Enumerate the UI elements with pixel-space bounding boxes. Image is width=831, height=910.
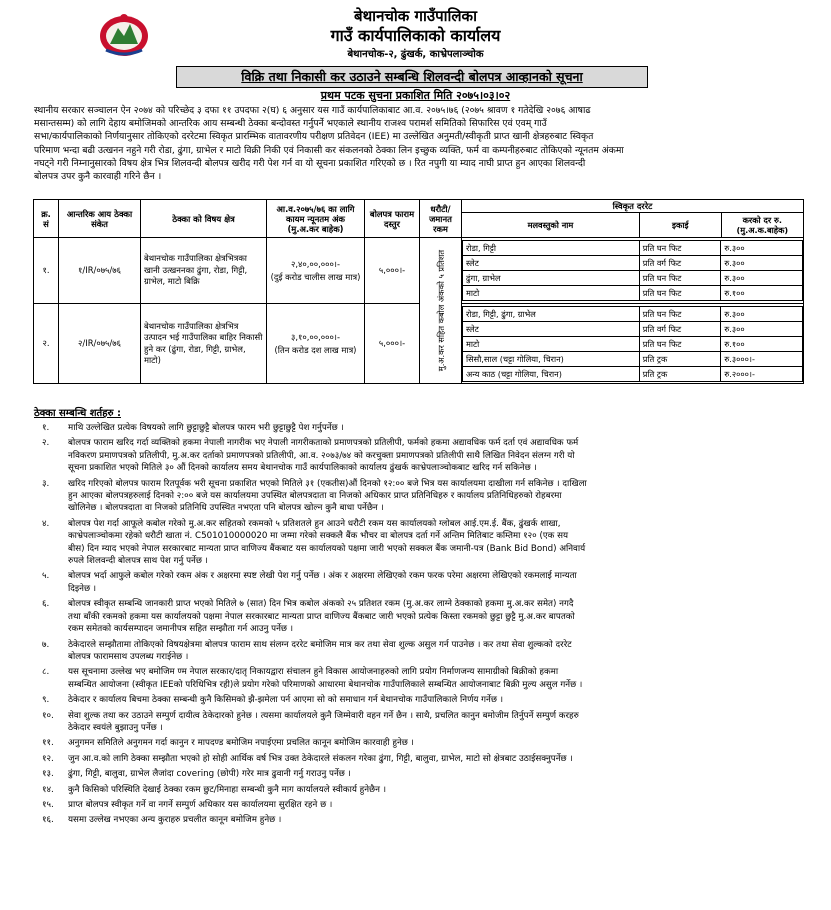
rate-value: रु.१०० bbox=[721, 337, 803, 352]
header-form-fee: बोलपत्र फाराम दस्तुर bbox=[365, 200, 420, 238]
rate-unit: प्रति घन फिट bbox=[639, 241, 721, 256]
tender-table bbox=[33, 199, 804, 384]
term-line: ठेकेदारले सम्झौतामा तोकिएको विषयक्षेत्रमा बोलपत्र फाराम साथ संलग्न दररेट बमोजिम मात्र कर तथा सेवा शुल्क असुल गर्न पाउनेछ । कर तथा सेवा शुल्कको दररेट bbox=[68, 639, 572, 650]
term-line: ठेकेदार स्वयंले बुझाउनु पर्नेछ । bbox=[68, 722, 163, 733]
rate-material: रोडा, गिट्टी, ढुंगा, ग्राभेल bbox=[463, 307, 640, 322]
rate-value: रु.३०० bbox=[721, 307, 803, 322]
term-number: १५. bbox=[42, 799, 54, 810]
row-subject: बेथानचोक गाउँपालिका क्षेत्रभित्र उत्पादन भई गाउँपालिका बाहिर निकासी हुने कर (ढुंगा, रोडा, गिट्टी, ग्राभेल, माटो) bbox=[141, 304, 267, 384]
row-code: १/IR/०७५/७६ bbox=[59, 238, 141, 304]
rate-cell bbox=[462, 238, 804, 304]
header-subject: ठेक्का को विषय क्षेत्र bbox=[141, 200, 267, 238]
term-line: अनुगमन समितिले अनुगमन गर्दा कानुन र मापदण्ड बमोजिम नपाईएमा प्रचलित कानून बमोजिम कारवाही हुनेछ । bbox=[68, 738, 414, 749]
term-item bbox=[34, 814, 804, 826]
term-item bbox=[34, 639, 804, 664]
rate-material: माटो bbox=[463, 337, 640, 352]
rate-material: सिसौ,साल (चट्टा गोलिया, चिरान) bbox=[463, 352, 640, 367]
intro-line: सभा/कार्यपालिकाको निर्णयानुसार तोकिएको दररेटमा स्विकृत प्रारम्भिक वातावरणीय परीक्षण प्रतिवेदन (IEE) मा उल्लेखित अनुमती/स्वीकृती प्राप्त खानी क्षेत्रहरुबाट स्विकृत bbox=[34, 131, 594, 143]
rate-unit: प्रति घन फिट bbox=[639, 271, 721, 286]
rate-unit: प्रति वर्ग फिट bbox=[639, 256, 721, 271]
term-line: बोलपत्र पेश गर्दा आफूले कबोल गरेको मु.अ.कर सहितको रकमको ५ प्रतिशतले हुन आउने धरौटी रकम यस कार्यालयको ग्लोबल आई.एम.ई. बैंक, ढुंखर्क शाखा, bbox=[68, 518, 561, 529]
row-amount-words: (तिन करोड दश लाख मात्र) bbox=[274, 344, 357, 355]
header-rate bbox=[462, 200, 804, 238]
rate-unit: प्रति ट्रक bbox=[639, 367, 721, 382]
office-address: बेथानचोक-२, ढुंखर्क, काभ्रेपलाञ्चोक bbox=[347, 49, 484, 60]
rate-row bbox=[463, 271, 803, 286]
term-item bbox=[34, 422, 804, 434]
header-material: मलवस्तुको नाम bbox=[462, 213, 639, 237]
term-item bbox=[34, 598, 804, 635]
header-code: आन्तरिक आय ठेक्का संकेत bbox=[59, 200, 141, 238]
term-line: यसमा उल्लेख नभएका अन्य कुराहरु प्रचलीत कानून बमोजिम हुनेछ । bbox=[68, 815, 282, 826]
term-line: बोलपत्र फारामसाथ उपलब्ध गराईनेछ । bbox=[68, 651, 189, 662]
row-code: २/IR/०७५/७६ bbox=[59, 304, 141, 384]
rate-material: अन्य काठ (चट्टा गोलिया, चिरान) bbox=[463, 367, 640, 382]
rate-unit: प्रति ट्रक bbox=[639, 352, 721, 367]
intro-line: मसान्तसम्म) को लागि देहाय बमोजिमको आन्तरिक आय सम्बन्धी ठेक्का बन्दोवस्त गर्नुपर्ने भएकाले स्थानीय राजश्व परामर्श समितिको सिफारिस एवं एवम् गाउँ bbox=[34, 118, 547, 130]
intro-line: स्थानीय सरकार सञ्चालन ऐन २०७४ को परिच्छेद ३ दफा ११ उपदफा २(घ) ६ अनुसार यस गाउँ कार्यपालिकाबाट आ.व. २०७५।७६ (२०७५ श्रावण १ गतेदेखि २०७६ आषाढ bbox=[34, 105, 591, 116]
term-line: जुन आ.व.को लागि ठेक्का सम्झौता भएको हो सोही आर्थिक वर्ष भित्र उक्त ठेकेदारले संकलन गरेका ढुंगा, गिट्टी, बालुवा, ग्राभेल, माटो सो क्षेत्रबाट उठाईसक्नुपर्नेछ । bbox=[68, 753, 573, 764]
header-rate-title: स्विकृत दररेट bbox=[462, 200, 803, 213]
intro-paragraph bbox=[34, 104, 802, 183]
header bbox=[0, 2, 831, 64]
term-line: काभ्रेपलाञ्चोकमा रहेको धरौटी खाता नं. C501010000020 मा जम्मा गरेको सक्कलै बैंक भौचर वा बोलपत्र दर्ता गर्ने अन्तिम मितिबाट कम्तिमा १२० (एक सय bbox=[68, 531, 568, 542]
rate-material: स्लेट bbox=[463, 322, 640, 337]
term-number: ६. bbox=[42, 599, 50, 610]
term-line: नविकरण प्रमाणपत्रको प्रतिलीपी, मु.अ.कर दर्ताको प्रमाणपत्रको प्रतिलीपी, आ.व. २०७३/७४ को करचुक्ता प्रमाणपत्रको प्रतिलीपी साथै लिखित निवेदन संलग्न गरी यो bbox=[68, 450, 575, 461]
rate-value: रु.३०० bbox=[721, 256, 803, 271]
term-number: १. bbox=[42, 423, 50, 433]
term-number: ४. bbox=[42, 518, 50, 529]
term-item bbox=[34, 799, 804, 811]
terms-title: ठेक्का सम्बन्धि शर्तहरु : bbox=[34, 408, 121, 419]
term-line: प्राप्त बोलपत्र स्वीकृत गर्ने वा नगर्ने सम्पुर्ण अधिकार यस कार्यालयमा सुरक्षित रहने छ । bbox=[68, 799, 333, 810]
term-line: माथि उल्लेखित प्रत्येक विषयको लागि छुट्टाछुट्टै बोलपत्र फारम भरी छुट्टाछुट्टै पेश गर्नुपर्नेछ । bbox=[68, 423, 344, 433]
rate-row bbox=[463, 352, 803, 367]
term-item bbox=[34, 518, 804, 568]
term-number: १०. bbox=[42, 710, 54, 721]
row-sn: २. bbox=[34, 304, 59, 384]
term-line: खोलिनेछ । बोलपत्रदाता वा निजको प्रतिनिधि उपस्थित नभएता पनि बोलपत्र खोल्न कुनै बाधा पर्नेछैन । bbox=[68, 503, 384, 514]
term-line: रुपले शिलवन्दी बोलपत्र साथ पेश गर्नु पर्नेछ । bbox=[68, 556, 208, 567]
rate-value: रु.१०० bbox=[721, 286, 803, 301]
rate-cell bbox=[462, 304, 804, 384]
term-line: हुन आएका बोलपत्रहरुलाई दिनको २:०० बजे यस कार्यालयमा उपस्थित बोलपत्रदाता वा निजको अधिकार प्राप्त प्रतिनिधिहरु र कार्यालय प्रतिनिधिहरुको रोहबरमा bbox=[68, 491, 562, 502]
header-tax-rate: करको दर रु. (मु.अ.क.बाहेक) bbox=[736, 215, 789, 235]
rate-unit: प्रति वर्ग फिट bbox=[639, 322, 721, 337]
notice-title: विक्रि तथा निकासी कर उठाउने सम्बन्धि शिलवन्दी बोलपत्र आव्हानको सूचना bbox=[176, 66, 648, 88]
intro-line: नघट्ने गरी निम्नानुसारको विषय क्षेत्र भित्र शिलवन्दी बोलपत्र खरीद गरी पेश गर्न वा यो सूचना प्रकाशित गरिएको छ । रित नपुगी या म्याद नाघी प्राप्त हुन आएका शिलवन्दी bbox=[34, 157, 586, 169]
term-line: दिइनेछ । bbox=[68, 583, 97, 594]
term-number: २. bbox=[42, 438, 50, 449]
table-row bbox=[34, 304, 804, 384]
row-subject: बेथानचोक गाउँपालिका क्षेत्रभित्रका खानी उत्खननका ढुंगा, रोडा, गिट्टी, ग्राभेल, माटो बिक्रि bbox=[141, 238, 267, 304]
term-line: सम्बन्धित आयोजना (स्वीकृत IEEको परिधिभित्र रही)ले प्रयोग गरेको परिमाणको आधारमा बेथानचोक गाउँपालिकाले सम्बन्धित आयोजनाबाट बिक्री मुल्य असुल गर्नेछ । bbox=[68, 679, 583, 690]
rate-unit: प्रति घन फिट bbox=[639, 307, 721, 322]
terms-list bbox=[34, 422, 804, 830]
term-line: सूचना प्रकाशित भएको मितिले ३० औं दिनको कार्यालय समय बेथानचोक गाउँ कार्यपालिकाको कार्यालय ढुंखर्क काभ्रेपलाञ्चोकबाट खरिद गर्न सकिनेछ । bbox=[68, 463, 537, 474]
header-min-amount: आ.व.२०७५/७६ का लागि कायम न्यूनतम अंक (मु.अ.कर बाहेक) bbox=[267, 200, 365, 238]
term-line: ढुंगा, गिट्टी, बालुवा, ग्राभेल लैजांदा covering (छोपी) गरेर मात्र ढुवानी गर्नु गराउनु पर्नेछ । bbox=[68, 769, 351, 780]
term-number: ७. bbox=[42, 639, 50, 650]
rate-list bbox=[462, 306, 803, 382]
term-line: बोलपत्र स्वीकृत सम्बन्धि जानकारी प्राप्त भएको मितिले ७ (सात) दिन भित्र कबोल अंकको २५ प्रतिशत रकम (मु.अ.कर लाग्ने ठेक्काको हकमा मु.अ.कर समेत) नगदै bbox=[68, 599, 574, 610]
row-fee: ५,०००।- bbox=[365, 304, 420, 384]
term-line: खरिद गरिएको बोलपत्र फाराम रितपूर्वक भरी सूचना प्रकाशित भएको मितिले ३१ (एकतीस)औं दिनको १२:०० बजे भित्र यस कार्यालयमा दाखीला गर्न सकिनेछ । दाखिला bbox=[68, 478, 587, 489]
rate-value: रु.३०० bbox=[721, 241, 803, 256]
term-number: १२. bbox=[42, 753, 54, 764]
term-number: ८. bbox=[42, 667, 50, 678]
term-number: ३. bbox=[42, 478, 50, 489]
header-deposit: धरौटी/ जमानत रकम bbox=[420, 200, 462, 238]
term-number: १३. bbox=[42, 769, 54, 780]
term-line: रकम समेतको कार्यसम्पादन जमानीपत्र सहित सम्झौता गर्न आउनु पर्नेछ । bbox=[68, 624, 294, 635]
rate-value: रु.३०० bbox=[721, 271, 803, 286]
term-item bbox=[34, 753, 804, 765]
rate-value: रु.२०००।- bbox=[721, 367, 803, 382]
rate-row bbox=[463, 286, 803, 301]
term-number: १६. bbox=[42, 815, 54, 826]
term-line: कुनै किसिको परिस्थिति देखाई ठेक्का रकम छुट/मिनाहा सम्बन्धी कुनै माग कार्यालयले स्वीकार्य हुनेछैन । bbox=[68, 784, 387, 795]
rate-unit: प्रति घन फिट bbox=[639, 286, 721, 301]
intro-line: बोलपत्र उपर कुनै कारवाही गरिने छैन । bbox=[34, 171, 162, 183]
term-line: यस सूचनामा उल्लेख भए बमोजिम ण्म नेपाल सरकार/दातृ निकायद्वारा संचालन हुने विकास आयोजनाहरुको लागि प्रयोग निर्माणजन्य सामाग्रीको बिक्रीको हकमा bbox=[68, 667, 559, 678]
row-amount bbox=[267, 304, 365, 384]
header-sn: क्र. सं bbox=[34, 200, 59, 238]
rate-material: ढुंगा, ग्राभेल bbox=[463, 271, 640, 286]
term-item bbox=[34, 710, 804, 735]
rate-value: रु.३०००।- bbox=[721, 352, 803, 367]
rate-row bbox=[463, 322, 803, 337]
rate-unit: प्रति घन फिट bbox=[639, 337, 721, 352]
table-row bbox=[34, 238, 804, 304]
term-item bbox=[34, 437, 804, 474]
term-item bbox=[34, 784, 804, 796]
term-item bbox=[34, 737, 804, 749]
deposit-cell bbox=[420, 238, 462, 384]
header-unit: इकाई bbox=[639, 213, 721, 237]
office-type: गाउँ कार्यपालिकाको कार्यालय bbox=[330, 26, 501, 45]
deposit-text: मु.अ.कर सहित कबोल अंकको ५ प्रतिशत bbox=[436, 249, 446, 372]
rate-row bbox=[463, 367, 803, 382]
term-number: ११. bbox=[42, 738, 54, 749]
term-line: बीस) दिन म्याद भएको नेपाल सरकारबाट मान्यता प्राप्त वाणिज्य बैंकबाट यस कार्यालयको पक्षमा जारी भएको सक्कल बैंक जमानी-पत्र (Bank Bid Bond) अनिवार्य bbox=[68, 543, 586, 554]
office-name: बेथानचोक गाउँपालिका bbox=[354, 7, 477, 25]
term-line: ठेकेदार र कार्यालय बिचमा ठेक्का सम्बन्धी कुनै किसिमको झै-झमेला पर्न आएमा सो को समाधान गर्न बेथानचोक गाउँपालिकाले निर्णय गर्नेछ । bbox=[68, 695, 504, 706]
row-sn: १. bbox=[34, 238, 59, 304]
table-header-row bbox=[34, 200, 804, 238]
rate-row bbox=[463, 256, 803, 271]
term-item bbox=[34, 478, 804, 515]
rate-list bbox=[462, 240, 803, 301]
term-line: बोलपत्र फाराम खरिद गर्दा व्यक्तिको हकमा नेपाली नागरीक भए नेपाली नागरीकताको प्रमाणपत्रको प्रतिलीपी, फर्मको हकमा अद्यावधिक फर्म दर्ता एवं अद्यावधिक फर्म bbox=[68, 438, 579, 449]
term-number: १४. bbox=[42, 784, 54, 795]
row-amount-figure: ३,१०,००,०००।- bbox=[290, 331, 341, 342]
term-item bbox=[34, 570, 804, 595]
term-line: तथा बाँकी रकमको हकमा यस कार्यालयको पक्षमा नेपाल सरकारबाट मान्यता प्राप्त वाणिज्य बैंकबाट जारी भएको प्रत्येक किस्ता रकमको छुट्टा छुट्टै मु.अ.कर बापतको bbox=[68, 611, 575, 622]
term-item bbox=[34, 694, 804, 706]
term-item bbox=[34, 666, 804, 691]
rate-row bbox=[463, 241, 803, 256]
rate-subheader bbox=[462, 213, 803, 237]
rate-material: स्लेट bbox=[463, 256, 640, 271]
intro-line: परिमाण भन्दा बढी उत्खनन नहुने गरी रोडा, ढुंगा, ग्राभेल र माटो विक्री निकी एवं निकासी कर संकलनको ठेक्का लिन इच्छुक व्यक्ति, फर्म वा कम्पनीहरुबाट तोकिएको न्यूनतम अंकमा bbox=[34, 144, 624, 156]
first-publish-date: प्रथम पटक सुचना प्रकाशित मिति २०७५।०३।०२ bbox=[320, 89, 511, 102]
row-fee: ५,०००।- bbox=[365, 238, 420, 304]
term-item bbox=[34, 768, 804, 780]
row-amount-figure: २,४०,००,०००।- bbox=[290, 258, 341, 269]
rate-row bbox=[463, 307, 803, 322]
rate-value: रु.३०० bbox=[721, 322, 803, 337]
rate-material: रोडा, गिट्टी bbox=[463, 241, 640, 256]
rate-material: माटो bbox=[463, 286, 640, 301]
term-number: ५. bbox=[42, 571, 50, 582]
row-amount bbox=[267, 238, 365, 304]
term-line: सेवा शुल्क तथा कर उठाउने सम्पुर्ण दायीत्व ठेकेदारको हुनेछ । त्यसमा कार्यालयले कुनै जिम्मेवारी वहन गर्ने छैन । साथै, प्रचलित कानुन बमोजीम तिर्नुपर्ने सम्पुर्ण करहरु bbox=[68, 710, 579, 721]
rate-row bbox=[463, 337, 803, 352]
term-number: ९. bbox=[42, 695, 50, 706]
row-amount-words: (दुई करोड चालीस लाख मात्र) bbox=[270, 271, 361, 282]
term-line: बोलपत्र भर्दा आफुले कबोल गरेको रकम अंक र अक्षरमा स्पष्ट लेखी पेश गर्नु पर्नेछ । अंक र अक्षरमा लेखिएको रकम फरक परेमा अक्षरमा लेखिएको रकमलाई मान्यता bbox=[68, 571, 577, 582]
